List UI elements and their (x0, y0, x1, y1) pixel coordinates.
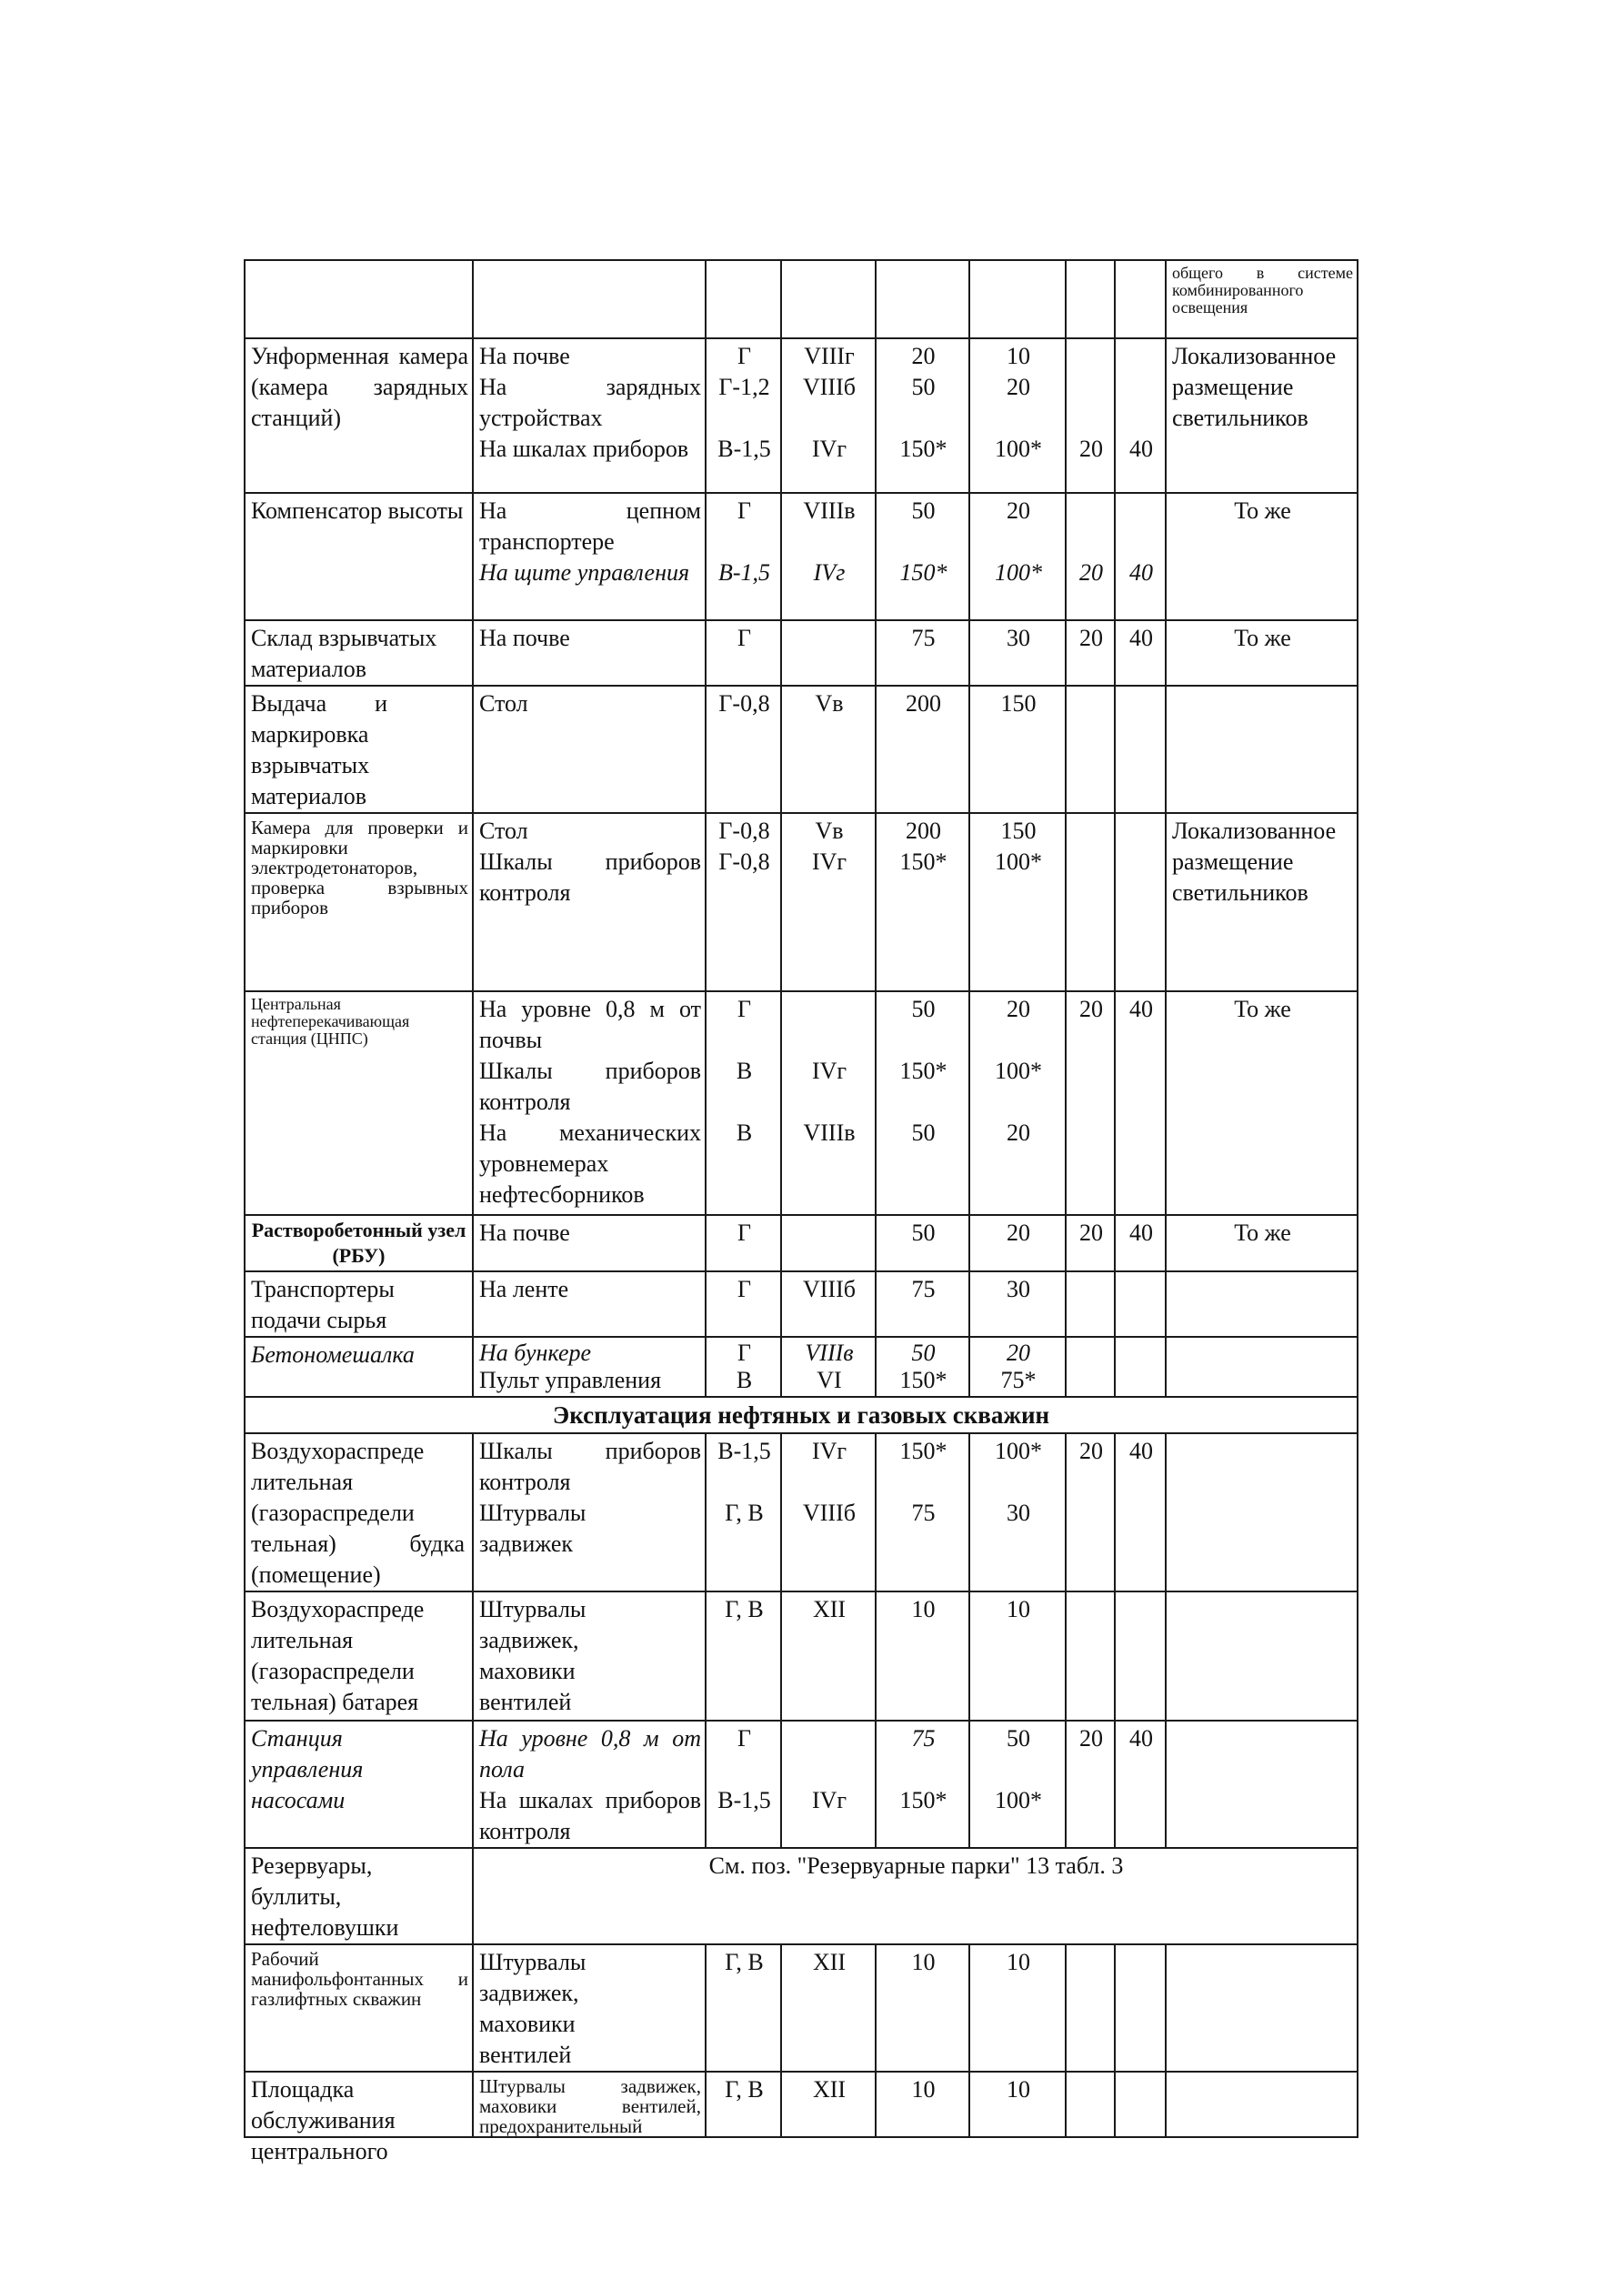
index-value: 40 (1129, 1220, 1153, 1246)
grade: IVг (811, 1438, 847, 1464)
lux-value: 10 (911, 1949, 936, 1975)
room-name: Площадка обслуживания центрального (251, 2076, 396, 2164)
room-name: Центральная нефтеперекачивающая станция (ЦНПС) (251, 995, 410, 1048)
index-value: 20 (1079, 436, 1103, 462)
plane-code: Г (737, 1725, 752, 1752)
plane-code: Г (737, 625, 752, 651)
row-note: Локализованное размещение светильников (1172, 343, 1337, 431)
grade: IVг (811, 436, 847, 462)
index-value: 40 (1129, 996, 1153, 1022)
lux-value: 50 (1007, 1725, 1030, 1752)
room-name: Рабочий манифольфонтанных и газлифтных скважин (251, 1948, 468, 2010)
plane-code: Г-0,8 (718, 818, 770, 844)
table-row (245, 1271, 1358, 1337)
lux-value: 150* (899, 559, 947, 586)
index-value: 20 (1079, 1725, 1103, 1752)
work-surface: На шкалах приборов (479, 436, 689, 462)
lux-value: 75 (911, 1276, 936, 1302)
room-name-line: (газораспредели (251, 1658, 415, 1684)
grade: IVг (811, 1787, 847, 1813)
table-row (245, 338, 1358, 493)
index-value: 20 (1079, 996, 1103, 1022)
room-name-line: лительная (251, 1469, 354, 1495)
room-name: Резервуары, буллиты, нефтеловушки (251, 1852, 399, 1941)
lux-value: 150* (899, 1367, 947, 1393)
work-surface: Стол (479, 690, 528, 717)
lux-value: 50 (911, 1119, 936, 1146)
lux-value: 75 (911, 1500, 936, 1526)
plane-code: Г (737, 497, 752, 524)
work-surface: На цепном транспортере (479, 497, 701, 555)
lux-value: 10 (911, 1596, 936, 1622)
index-value: 40 (1129, 1438, 1153, 1464)
lux-value: 20 (911, 343, 936, 369)
table-row (245, 1944, 1358, 2072)
work-surface: Стол (479, 818, 528, 844)
work-surface: Шкалы приборов контроля (479, 1438, 701, 1495)
lux-value: 150 (1000, 690, 1037, 717)
lux-value: 30 (1007, 625, 1030, 651)
plane-code: В (736, 1058, 753, 1084)
grade: XII (812, 2076, 847, 2103)
table-row (245, 1433, 1358, 1591)
lux-value: 20 (1007, 374, 1030, 400)
index-value: 40 (1129, 436, 1153, 462)
room-name: Камера для проверки и маркировки электродетонаторов, проверка взрывных приборов (251, 817, 468, 919)
row-note: То же (1234, 1220, 1291, 1246)
index-value: 40 (1129, 625, 1153, 651)
work-surface: На шкалах приборов контроля (479, 1787, 701, 1844)
lux-value: 150* (899, 848, 947, 875)
plane-code: В-1,5 (717, 436, 771, 462)
section-title: Эксплуатация нефтяных и газовых скважин (552, 1401, 1050, 1429)
work-surface: Штурвалы задвижек, маховики вентилей (479, 1596, 586, 1715)
work-surface: На зарядных устройствах (479, 374, 701, 431)
lux-value: 75 (911, 1725, 936, 1752)
lux-value: 150* (899, 1058, 947, 1084)
reference-note: См. поз. "Резервуарные парки" 13 табл. 3 (708, 1852, 1124, 1879)
table-row (245, 813, 1358, 991)
table-row (245, 991, 1358, 1215)
lux-value: 50 (911, 996, 936, 1022)
lux-value: 150* (899, 1787, 947, 1813)
lux-value: 100* (995, 1058, 1042, 1084)
document-sheet (244, 259, 1357, 2164)
table-row (245, 1591, 1358, 1721)
room-name: Склад взрывчатых материалов (251, 625, 437, 682)
lux-value: 10 (1007, 1949, 1030, 1975)
lux-value: 150* (899, 436, 947, 462)
work-surface: Пульт управления (479, 1367, 662, 1393)
grade: VIIIб (803, 374, 856, 400)
lux-value: 100* (995, 1438, 1042, 1464)
grade: VIIIг (804, 343, 855, 369)
room-name-line: (газораспредели (251, 1500, 415, 1526)
lux-value: 20 (1007, 1220, 1030, 1246)
lux-value: 10 (1007, 343, 1030, 369)
table-row (245, 1397, 1358, 1433)
work-surface: На ленте (479, 1276, 569, 1302)
room-name-line: лительная (251, 1627, 354, 1653)
grade: IVг (811, 848, 847, 875)
lux-value: 30 (1007, 1276, 1030, 1302)
table-row (245, 1721, 1358, 1848)
room-name: Компенсатор высоты (251, 497, 464, 524)
grade: Vв (815, 818, 844, 844)
room-name: Транспортеры подачи сырья (251, 1276, 395, 1333)
table-row (245, 1215, 1358, 1271)
plane-code: Г, В (725, 1500, 764, 1526)
grade: IVг (811, 1058, 847, 1084)
index-value: 20 (1079, 559, 1103, 586)
lux-value: 75 (911, 625, 936, 651)
row-note: То же (1234, 497, 1291, 524)
room-name-line: Воздухораспреде (251, 1596, 425, 1622)
lux-value: 50 (911, 497, 936, 524)
plane-code: В-1,5 (717, 1787, 771, 1813)
header-note: общего в системе комбинированного освещения (1172, 264, 1353, 316)
lux-value: 50 (911, 1220, 936, 1246)
table-row (245, 1337, 1358, 1397)
grade: IVг (813, 559, 846, 586)
work-surface: На бункере (479, 1340, 592, 1366)
table-row (245, 2072, 1358, 2137)
work-surface: Шкалы приборов контроля (479, 848, 701, 906)
lux-value: 20 (1007, 1119, 1030, 1146)
lux-value: 20 (1007, 1340, 1030, 1366)
lux-value: 20 (1007, 497, 1030, 524)
lux-value: 200 (906, 690, 941, 717)
lux-value: 100* (995, 436, 1042, 462)
grade: VIIIб (803, 1276, 856, 1302)
work-surface: На почве (479, 343, 570, 369)
plane-code: Г (737, 1276, 752, 1302)
lux-value: 50 (911, 374, 936, 400)
plane-code: Г-0,8 (718, 848, 770, 875)
plane-code: Г (737, 1340, 752, 1366)
plane-code: Г, В (725, 1596, 764, 1622)
table-row (245, 686, 1358, 813)
lux-value: 10 (911, 2076, 936, 2103)
room-name: Растворобетонный узел (РБУ) (251, 1219, 466, 1267)
work-surface: Шкалы приборов контроля (479, 1058, 701, 1115)
plane-code: Г-0,8 (718, 690, 770, 717)
work-surface: На щите управления (479, 559, 690, 586)
lux-value: 100* (995, 559, 1042, 586)
row-note: То же (1234, 996, 1291, 1022)
plane-code: В-1,5 (717, 1438, 771, 1464)
grade: VI (817, 1367, 842, 1393)
lux-value: 20 (1007, 996, 1030, 1022)
work-surface: Штурвалы задвижек (479, 1500, 586, 1557)
lux-value: 100* (995, 848, 1042, 875)
room-name-line: Воздухораспреде (251, 1438, 425, 1464)
plane-code: Г, В (725, 1949, 764, 1975)
lux-value: 50 (911, 1340, 936, 1366)
room-name: Станция управления насосами (251, 1725, 364, 1813)
grade: XII (812, 1596, 847, 1622)
lux-value: 100* (995, 1787, 1042, 1813)
index-value: 40 (1129, 559, 1153, 586)
table-row (245, 493, 1358, 620)
plane-code: Г (737, 996, 752, 1022)
lux-value: 75* (1000, 1367, 1037, 1393)
index-value: 20 (1079, 1438, 1103, 1464)
work-surface: На почве (479, 625, 570, 651)
plane-code: Г, В (725, 2076, 764, 2103)
lighting-norms-table (244, 259, 1358, 2164)
grade: VIIIв (803, 497, 856, 524)
work-surface: Штурвалы задвижек, маховики вентилей (479, 1949, 586, 2068)
plane-code: В (736, 1367, 753, 1393)
plane-code: В-1,5 (717, 559, 771, 586)
work-surface: На уровне 0,8 м от пола (479, 1725, 701, 1782)
plane-code: Г (737, 1220, 752, 1246)
grade: VIIIв (803, 1119, 856, 1146)
row-note: Локализованное размещение светильников (1172, 818, 1337, 906)
grade: VIIIв (805, 1340, 854, 1366)
room-name: Выдача и маркировка взрывчатых материалов (251, 690, 387, 809)
row-note: То же (1234, 625, 1291, 651)
plane-code: Г-1,2 (718, 374, 770, 400)
table-row (245, 620, 1358, 686)
room-name-line: тельная) будка (251, 1531, 465, 1557)
work-surface: На механических уровнемерах нефтесборников (479, 1119, 701, 1208)
plane-code: В (736, 1119, 753, 1146)
table-row (245, 260, 1358, 338)
index-value: 20 (1079, 1220, 1103, 1246)
lux-value: 30 (1007, 1500, 1030, 1526)
table-row (245, 1848, 1358, 1944)
lux-value: 10 (1007, 1596, 1030, 1622)
lux-value: 150* (899, 1438, 947, 1464)
room-name: Бетономешалка (251, 1341, 415, 1368)
grade: Vв (815, 690, 844, 717)
room-name: Унформенная камера (камера зарядных станций) (251, 343, 468, 431)
index-value: 40 (1129, 1725, 1153, 1752)
lux-value: 150 (1000, 818, 1037, 844)
work-surface: Штурвалы задвижек, маховики вентилей, предохранительный (479, 2075, 701, 2137)
plane-code: Г (737, 343, 752, 369)
grade: XII (812, 1949, 847, 1975)
room-name-line: тельная) батарея (251, 1689, 419, 1715)
lux-value: 10 (1007, 2076, 1030, 2103)
lux-value: 200 (906, 818, 941, 844)
index-value: 20 (1079, 625, 1103, 651)
grade: VIIIб (803, 1500, 856, 1526)
work-surface: На уровне 0,8 м от почвы (479, 996, 701, 1053)
room-name-line: (помещение) (251, 1561, 381, 1588)
work-surface: На почве (479, 1220, 570, 1246)
